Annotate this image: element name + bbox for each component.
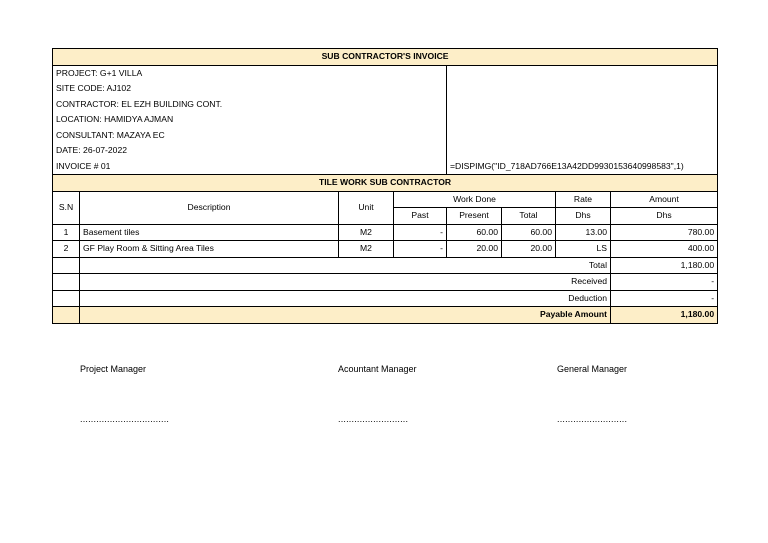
deduction-label: Deduction xyxy=(80,290,611,307)
info-site-code: SITE CODE: AJ102 xyxy=(53,81,447,97)
info-location: LOCATION: HAMIDYA AJMAN xyxy=(53,112,447,128)
header-amount: Amount xyxy=(611,191,718,208)
payable-label: Payable Amount xyxy=(80,307,611,324)
signature-line-accountant-manager: .......................... xyxy=(338,414,409,424)
total-label: Total xyxy=(80,257,611,274)
row-rate: 13.00 xyxy=(556,224,611,241)
info-contractor: CONTRACTOR: EL EZH BUILDING CONT. xyxy=(53,97,447,113)
info-invoice-number: INVOICE # 01 xyxy=(53,159,447,175)
row-total: 20.00 xyxy=(502,241,556,258)
row-sn: 2 xyxy=(53,241,80,258)
row-past: - xyxy=(394,224,447,241)
row-present: 60.00 xyxy=(447,224,502,241)
invoice-subtitle: TILE WORK SUB CONTRACTOR xyxy=(53,175,718,192)
row-sn: 1 xyxy=(53,224,80,241)
header-sn: S.N xyxy=(53,191,80,224)
header-present: Present xyxy=(447,208,502,225)
row-description: GF Play Room & Sitting Area Tiles xyxy=(80,241,339,258)
signature-line-project-manager: ................................. xyxy=(80,414,170,424)
header-amount-unit: Dhs xyxy=(611,208,718,225)
info-date: DATE: 26-07-2022 xyxy=(53,143,447,159)
row-amount: 400.00 xyxy=(611,241,718,258)
row-present: 20.00 xyxy=(447,241,502,258)
header-rate: Rate xyxy=(556,191,611,208)
info-consultant: CONSULTANT: MAZAYA EC xyxy=(53,128,447,144)
header-rate-unit: Dhs xyxy=(556,208,611,225)
row-past: - xyxy=(394,241,447,258)
row-unit: M2 xyxy=(339,224,394,241)
header-past: Past xyxy=(394,208,447,225)
header-description: Description xyxy=(80,191,339,224)
total-value: 1,180.00 xyxy=(611,257,718,274)
signature-label-project-manager: Project Manager xyxy=(80,364,147,374)
header-unit: Unit xyxy=(339,191,394,224)
row-description: Basement tiles xyxy=(80,224,339,241)
signature-line-general-manager: .......................... xyxy=(557,414,628,424)
row-unit: M2 xyxy=(339,241,394,258)
header-total: Total xyxy=(502,208,556,225)
info-project: PROJECT: G+1 VILLA xyxy=(53,65,447,81)
deduction-value: - xyxy=(611,290,718,307)
payable-value: 1,180.00 xyxy=(611,307,718,324)
row-total: 60.00 xyxy=(502,224,556,241)
row-amount: 780.00 xyxy=(611,224,718,241)
invoice-title: SUB CONTRACTOR'S INVOICE xyxy=(53,49,718,66)
header-work-done: Work Done xyxy=(394,191,556,208)
signature-label-general-manager: General Manager xyxy=(557,364,628,374)
received-label: Received xyxy=(80,274,611,291)
received-value: - xyxy=(611,274,718,291)
row-rate: LS xyxy=(556,241,611,258)
formula-text: =DISPIMG("ID_718AD766E13A42DD9930153640998583",1) xyxy=(447,159,718,175)
signature-label-accountant-manager: Acountant Manager xyxy=(338,364,417,374)
